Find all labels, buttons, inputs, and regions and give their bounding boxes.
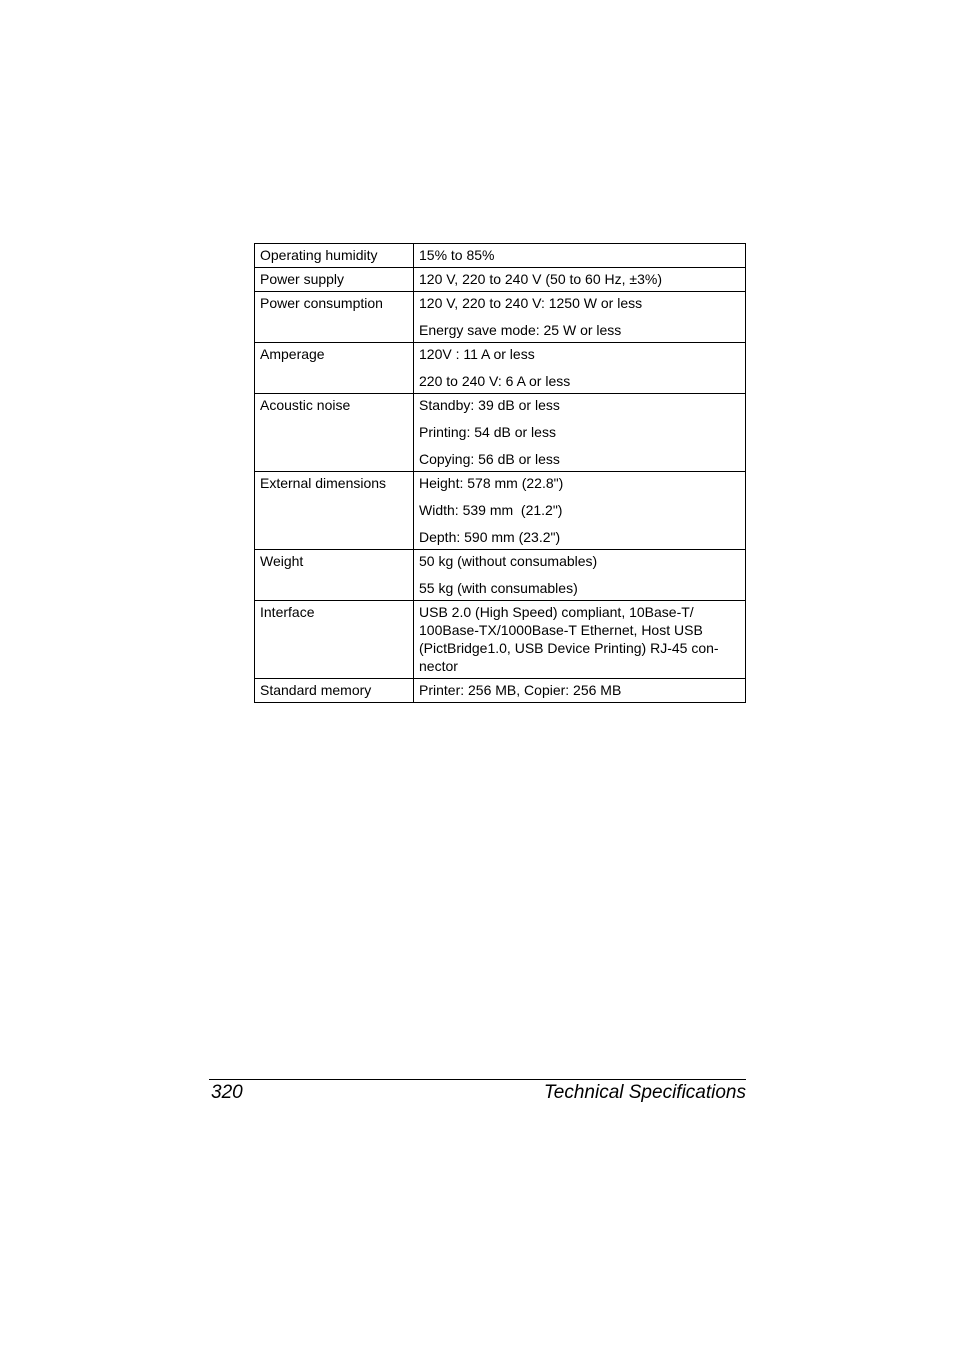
table-row bbox=[255, 550, 746, 601]
section-title: Technical Specifications bbox=[543, 1082, 746, 1103]
row-label: Standard memory bbox=[255, 679, 414, 703]
row-value: Height: 578 mm (22.8") Width: 539 mm (21.2") Depth: 590 mm (23.2") bbox=[414, 472, 746, 550]
table-row bbox=[255, 244, 746, 268]
page-number: 320 bbox=[211, 1082, 243, 1103]
table-row bbox=[255, 292, 746, 343]
row-value: 120V : 11 A or less 220 to 240 V: 6 A or less bbox=[414, 343, 746, 394]
row-value: 120 V, 220 to 240 V (50 to 60 Hz, ±3%) bbox=[414, 268, 746, 292]
table-row bbox=[255, 679, 746, 703]
row-label: Power supply bbox=[255, 268, 414, 292]
row-label: Power consumption bbox=[255, 292, 414, 343]
spec-table bbox=[254, 243, 746, 703]
row-label: Weight bbox=[255, 550, 414, 601]
table-row bbox=[255, 472, 746, 550]
row-value: Standby: 39 dB or less Printing: 54 dB or less Copying: 56 dB or less bbox=[414, 394, 746, 472]
row-value: 15% to 85% bbox=[414, 244, 746, 268]
row-label: Amperage bbox=[255, 343, 414, 394]
row-value: 50 kg (without consumables) 55 kg (with consumables) bbox=[414, 550, 746, 601]
row-value: 120 V, 220 to 240 V: 1250 W or less Energy save mode: 25 W or less bbox=[414, 292, 746, 343]
row-value: USB 2.0 (High Speed) compliant, 10Base-T/ 100Base-TX/1000Base-T Ethernet, Host USB (PictBridge1.0, USB Device Printing) RJ-45 con-nector bbox=[414, 601, 746, 679]
row-label: Acoustic noise bbox=[255, 394, 414, 472]
footer-divider bbox=[209, 1079, 746, 1080]
row-label: Operating humidity bbox=[255, 244, 414, 268]
table-row bbox=[255, 601, 746, 679]
table-row bbox=[255, 394, 746, 472]
row-value: Printer: 256 MB, Copier: 256 MB bbox=[414, 679, 746, 703]
table-row bbox=[255, 343, 746, 394]
row-label: External dimensions bbox=[255, 472, 414, 550]
row-label: Interface bbox=[255, 601, 414, 679]
table-row bbox=[255, 268, 746, 292]
